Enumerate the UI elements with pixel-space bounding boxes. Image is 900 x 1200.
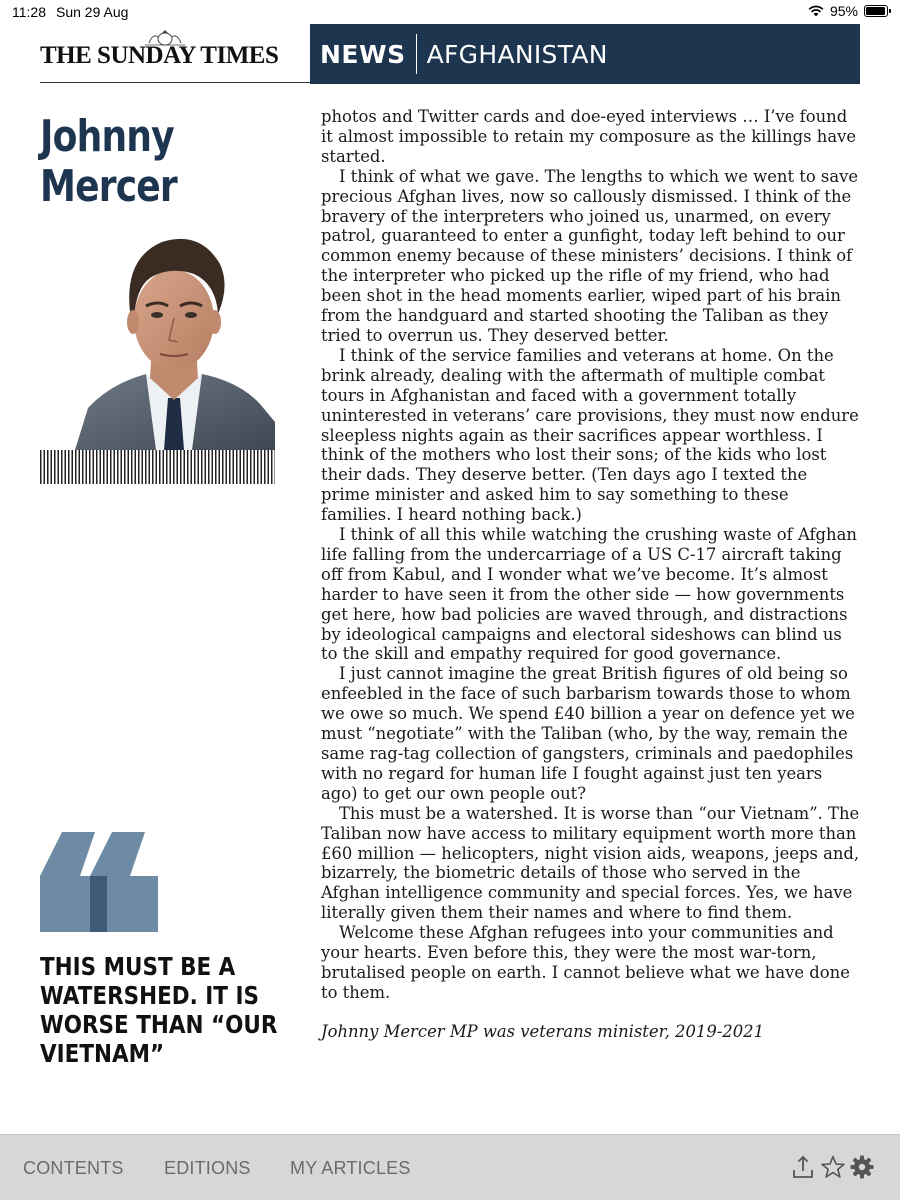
pull-quote-line: WATERSHED. IT IS [40, 981, 259, 1010]
article-paragraph: I think of the service families and veterans at home. On the brink already, dealing with the aftermath of multiple combat tours in Afghanistan and faced with a government totally uninterested in veterans’ care provisions, they must now endure sleepless nights again as their sacrifices appear worthless. I think of the mothers who lost their sons; of the kids who lost their dads. They deserve better. (Ten days ago I texted the prime minister and asked him to say something to these families. I heard nothing back.) [321, 345, 859, 525]
author-first-name: Johnny [40, 111, 174, 162]
author-last-name: Mercer [40, 161, 177, 212]
article-paragraph: I think of what we gave. The lengths to which we went to save precious Afghan lives, now so callously dismissed. I think of the bravery of the interpreters who joined us, unarmed, on every patrol, guaranteed to enter a gunfight, today left behind to our common enemy because of these ministers’ decisions. I think of the interpreter who picked up the rifle of my friend, who had been shot in the head moments earlier, wiped part of his brain from the handguard and started shooting the Taliban as they tried to overrun us. They deserved better. [321, 166, 859, 345]
section-bar [310, 24, 860, 84]
pull-quote [40, 952, 278, 1068]
barcode-strip [40, 450, 275, 484]
author-name [40, 112, 177, 212]
bottom-toolbar [0, 1134, 900, 1200]
pull-quote-line: THIS MUST BE A [40, 952, 236, 981]
wifi-icon [808, 5, 824, 17]
article-paragraph: Welcome these Afghan refugees into your communities and your hearts. Even before this, they were the most war-torn, brutalised people on earth. I cannot believe what we have done to them. [321, 923, 850, 1002]
article-paragraph: This must be a watershed. It is worse than “our Vietnam”. The Taliban now have access to military equipment worth more than £60 million — helicopters, night vision aids, weapons, jeeps and, bizarrely, the biometric details of those who served in the Afghan intelligence community and special forces. Yes, we have literally given them their names and where to find them. [321, 803, 860, 923]
section-label[interactable]: NEWS [320, 39, 406, 69]
status-date: Sun 29 Aug [56, 4, 129, 20]
quote-mark-icon [40, 832, 158, 932]
topic-label[interactable]: AFGHANISTAN [426, 39, 608, 69]
pull-quote-line: WORSE THAN “OUR [40, 1010, 278, 1039]
gear-icon[interactable] [849, 1154, 875, 1180]
status-bar [0, 0, 900, 24]
contents-tab[interactable]: CONTENTS [23, 1158, 124, 1178]
share-icon[interactable] [790, 1154, 816, 1180]
masthead [40, 24, 860, 84]
author-byline: Johnny Mercer MP was veterans minister, 2019-2021 [321, 1021, 764, 1041]
paper-name[interactable]: THE SUNDAY TIMES [40, 42, 279, 69]
battery-level-fill [866, 7, 885, 15]
article-paragraph: I just cannot imagine the great British figures of old being so enfeebled in the face of such barbarism towards those to whom we owe so much. We spend £40 billion a year on defence yet we must “negotiate” with the Taliban (who, by the way, remain the same rag-tag collection of gangsters, criminals and paedophiles with no regard for human life I fought against just ten years ago) to get our own people out? [321, 664, 855, 803]
article-paragraph: I think of all this while watching the crushing waste of Afghan life falling from the undercarriage of a US C-17 aircraft taking off from Kabul, and I wonder what we’ve become. It’s almost harder to have seen it from the other side — how governments get here, how bad policies are waved through, and distractions by ideological campaigns and electoral sideshows can blind us to the skill and empathy required for good governance. [321, 525, 857, 664]
editions-tab[interactable]: EDITIONS [164, 1158, 251, 1178]
star-icon[interactable] [820, 1154, 846, 1180]
status-time: 11:28 [12, 4, 46, 20]
pull-quote-line: VIETNAM” [40, 1039, 165, 1068]
status-indicators [808, 3, 888, 19]
battery-percent: 95% [829, 3, 858, 19]
battery-icon [864, 5, 888, 17]
section-divider [416, 34, 417, 74]
article-paragraph: photos and Twitter cards and doe-eyed interviews … I’ve found it almost impossible to retain my composure as the killings have started. [321, 107, 857, 166]
masthead-divider [40, 82, 310, 83]
author-photo [70, 222, 275, 450]
my-articles-tab[interactable]: MY ARTICLES [290, 1158, 411, 1178]
article-body [321, 107, 861, 1042]
